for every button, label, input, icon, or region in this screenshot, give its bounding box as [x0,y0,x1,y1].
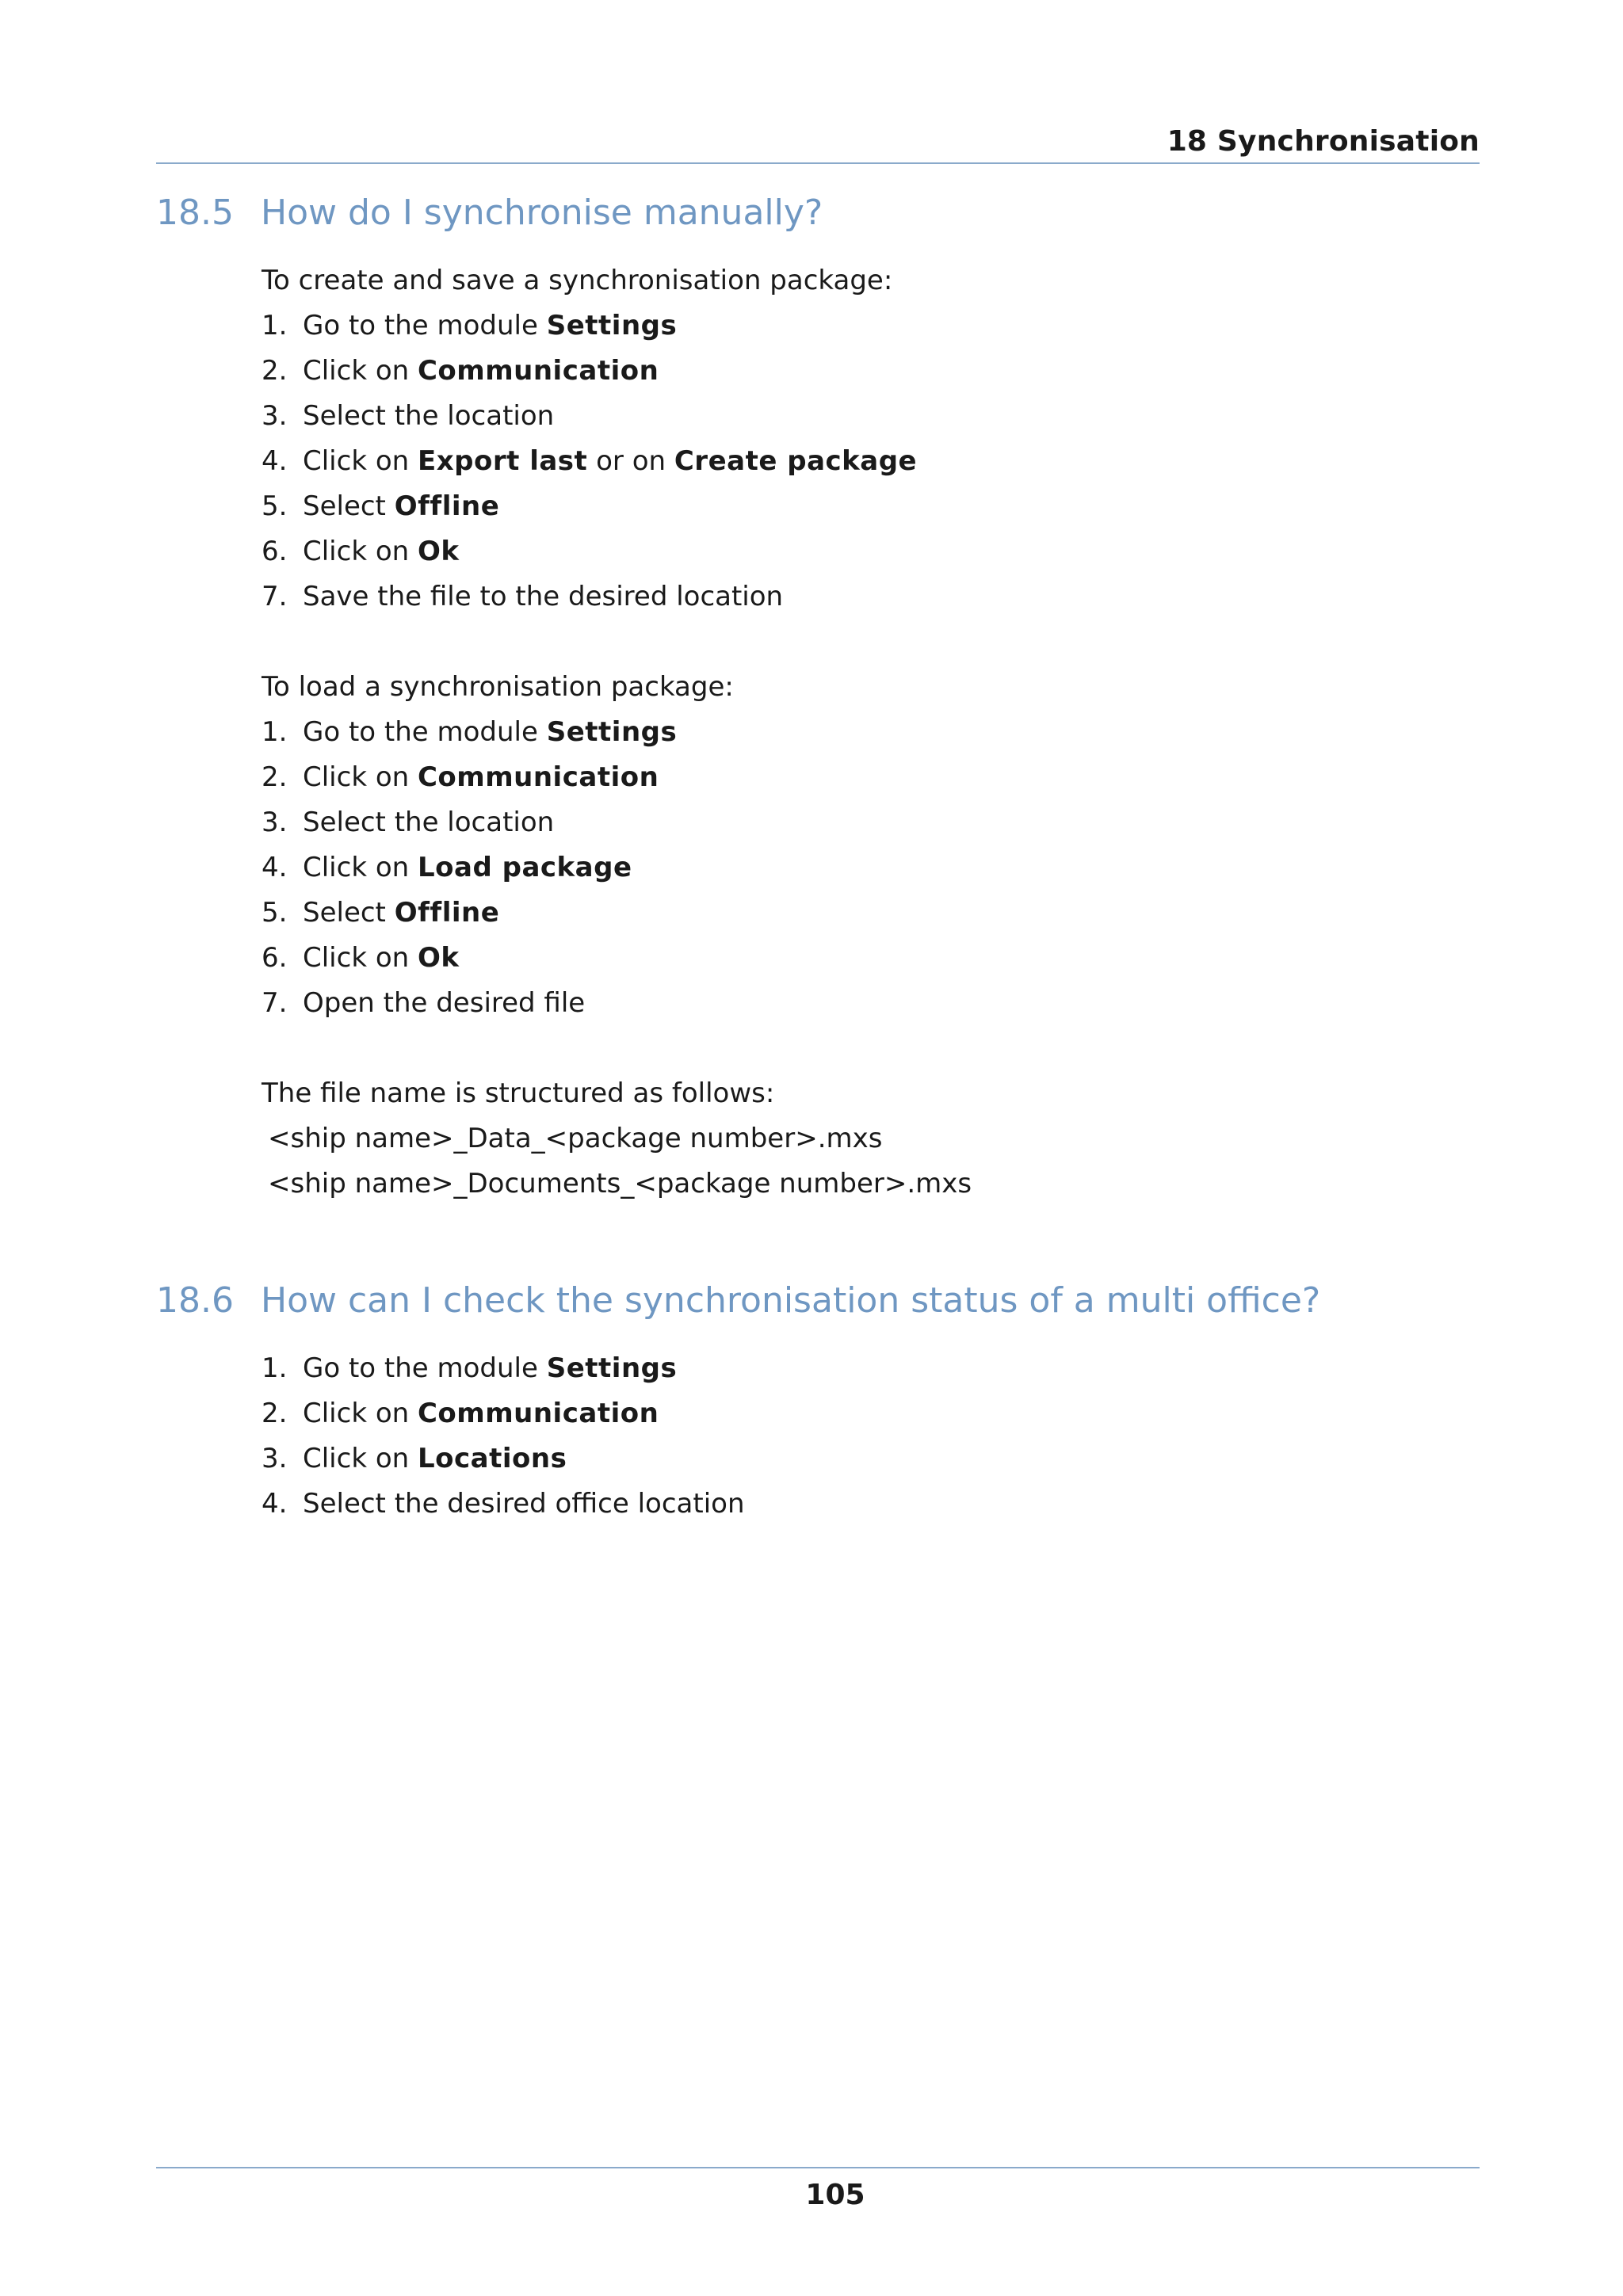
create-package-steps [262,303,917,620]
section-title: How do I synchronise manually? [261,193,823,233]
section-heading-18-5 [156,193,823,233]
list-item: 4. Click on Export last or on Create package [262,445,918,477]
list-item: 6. Click on Ok [262,942,460,974]
filename-block [262,1071,972,1207]
load-package-block [262,665,734,1026]
list-item: 5. Select Offline [262,490,500,522]
list-item: 3. Select the location [262,807,555,838]
list-item: 2. Click on Communication [262,761,659,793]
list-item: 6. Click on Ok [262,536,460,567]
list-item: 3. Click on Locations [262,1443,567,1474]
list-item: 7. Open the desired file [262,987,586,1019]
list-item: 4. Select the desired office location [262,1488,745,1520]
list-item: 7. Save the file to the desired location [262,581,784,612]
filename-data-pattern: <ship name>_Data_<package number>.mxs [268,1123,883,1154]
running-header: 18 Synchronisation [1167,125,1480,158]
list-item: 1. Go to the module Settings [262,310,678,341]
create-package-block [262,258,917,620]
filename-intro: The file name is structured as follows: [262,1077,775,1109]
section-number: 18.5 [156,193,234,233]
page-number: 105 [805,2179,865,2211]
list-item: 4. Click on Load package [262,852,632,883]
load-package-intro: To load a synchronisation package: [262,671,734,703]
load-package-steps [262,710,734,1026]
filename-documents-pattern: <ship name>_Documents_<package number>.mxs [268,1168,972,1199]
header-rule [156,162,1480,164]
list-item: 2. Click on Communication [262,1398,659,1429]
list-item: 1. Go to the module Settings [262,716,678,748]
list-item: 3. Select the location [262,400,555,432]
list-item: 5. Select Offline [262,897,500,929]
status-check-steps [262,1346,745,1527]
create-package-intro: To create and save a synchronisation package: [262,265,893,296]
list-item: 2. Click on Communication [262,355,659,387]
list-item: 1. Go to the module Settings [262,1352,678,1384]
footer-rule [156,2167,1480,2168]
section-number: 18.6 [156,1280,234,1321]
section-title: How can I check the synchronisation status of a multi office? [261,1280,1321,1321]
status-check-block [262,1346,745,1527]
section-heading-18-6 [156,1280,1320,1321]
